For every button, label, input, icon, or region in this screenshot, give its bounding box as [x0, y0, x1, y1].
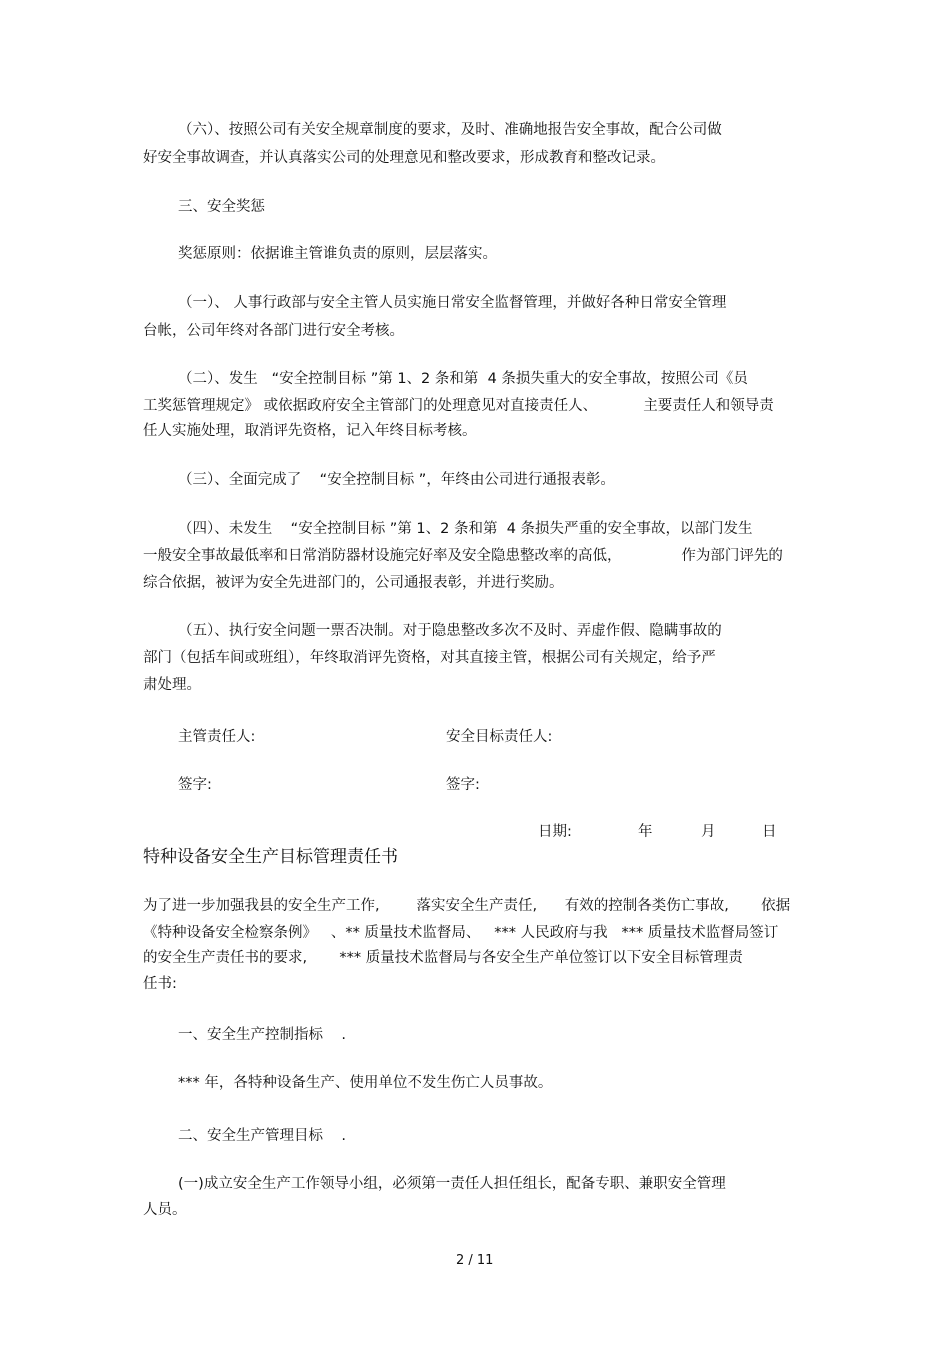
control-text: *** 年，各特种设备生产、使用单位不发生伤亡人员事故。	[178, 1075, 553, 1091]
item-one-line2: 台帐，公司年终对各部门进行安全考核。	[143, 323, 404, 339]
control-heading: 一、安全生产控制指标 .	[178, 1027, 347, 1043]
item-five-line3: 肃处理。	[143, 677, 201, 693]
management-item-line2: 人员。	[143, 1202, 187, 1218]
item-two-line2: 工奖惩管理规定》 或依据政府安全主管部门的处理意见对直接责任人、 主要责任人和领导责	[143, 398, 774, 414]
intro-line1: 为了进一步加强我县的安全生产工作, 落实安全生产责任, 有效的控制各类伤亡事故, 依据	[143, 898, 791, 914]
item-four-line3: 综合依据，被评为安全先进部门的，公司通报表彰，并进行奖励。	[143, 575, 564, 591]
management-item-line1: (一)成立安全生产工作领导小组，必须第一责任人担任组长，配备专职、兼职安全管理	[178, 1176, 726, 1192]
page-number: 2 / 11	[456, 1253, 494, 1268]
date-label: 日期:	[538, 824, 572, 840]
intro-line4: 任书:	[143, 976, 177, 992]
section-six-line2: 好安全事故调查，并认真落实公司的处理意见和整改要求，形成教育和整改记录。	[143, 150, 665, 166]
item-four-line1: （四）、未发生 “安全控制目标 ”第 1、2 条和第 4 条损失严重的安全事故，以部门发生	[178, 521, 753, 537]
item-five-line2: 部门（包括车间或班组），年终取消评先资格，对其直接主管，根据公司有关规定，给予严	[143, 650, 716, 666]
intro-line2: 《特种设备安全检察条例》 、** 质量技术监督局、 *** 人民政府与我 *** 质量技术监督局签订	[143, 925, 779, 941]
intro-line3: 的安全生产责任书的要求, *** 质量技术监督局与各安全生产单位签订以下安全目标管理责	[143, 950, 743, 966]
target-owner-label: 安全目标责任人:	[446, 729, 553, 745]
supervisor-label: 主管责任人:	[178, 729, 256, 745]
item-four-line2: 一般安全事故最低率和日常消防器材设施完好率及安全隐患整改率的高低， 作为部门评先的	[143, 548, 783, 564]
date-year: 年	[638, 824, 653, 840]
date-day: 日	[762, 824, 777, 840]
section-six-line1: （六）、按照公司有关安全规章制度的要求，及时、准确地报告安全事故，配合公司做	[178, 122, 722, 138]
item-five-line1: （五）、执行安全问题一票否决制。对于隐患整改多次不及时、弄虚作假、隐瞒事故的	[178, 623, 722, 639]
item-two-line1: （二）、发生 “安全控制目标 ”第 1、2 条和第 4 条损失重大的安全事故，按照公司《员	[178, 371, 748, 387]
target-owner-signature: 签字:	[446, 777, 480, 793]
management-heading: 二、安全生产管理目标 .	[178, 1128, 347, 1144]
item-three-line: （三）、全面完成了 “安全控制目标 ”，年终由公司进行通报表彰。	[178, 472, 615, 488]
heading-three: 三、安全奖惩	[178, 199, 265, 215]
supervisor-signature: 签字:	[178, 777, 212, 793]
item-two-line3: 任人实施处理，取消评先资格，记入年终目标考核。	[143, 423, 477, 439]
document-title: 特种设备安全生产目标管理责任书	[143, 847, 398, 867]
date-month: 月	[701, 824, 716, 840]
item-one-line1: （一）、 人事行政部与安全主管人员实施日常安全监督管理，并做好各种日常安全管理	[178, 295, 727, 311]
principle-text: 奖惩原则：依据谁主管谁负责的原则，层层落实。	[178, 246, 497, 262]
